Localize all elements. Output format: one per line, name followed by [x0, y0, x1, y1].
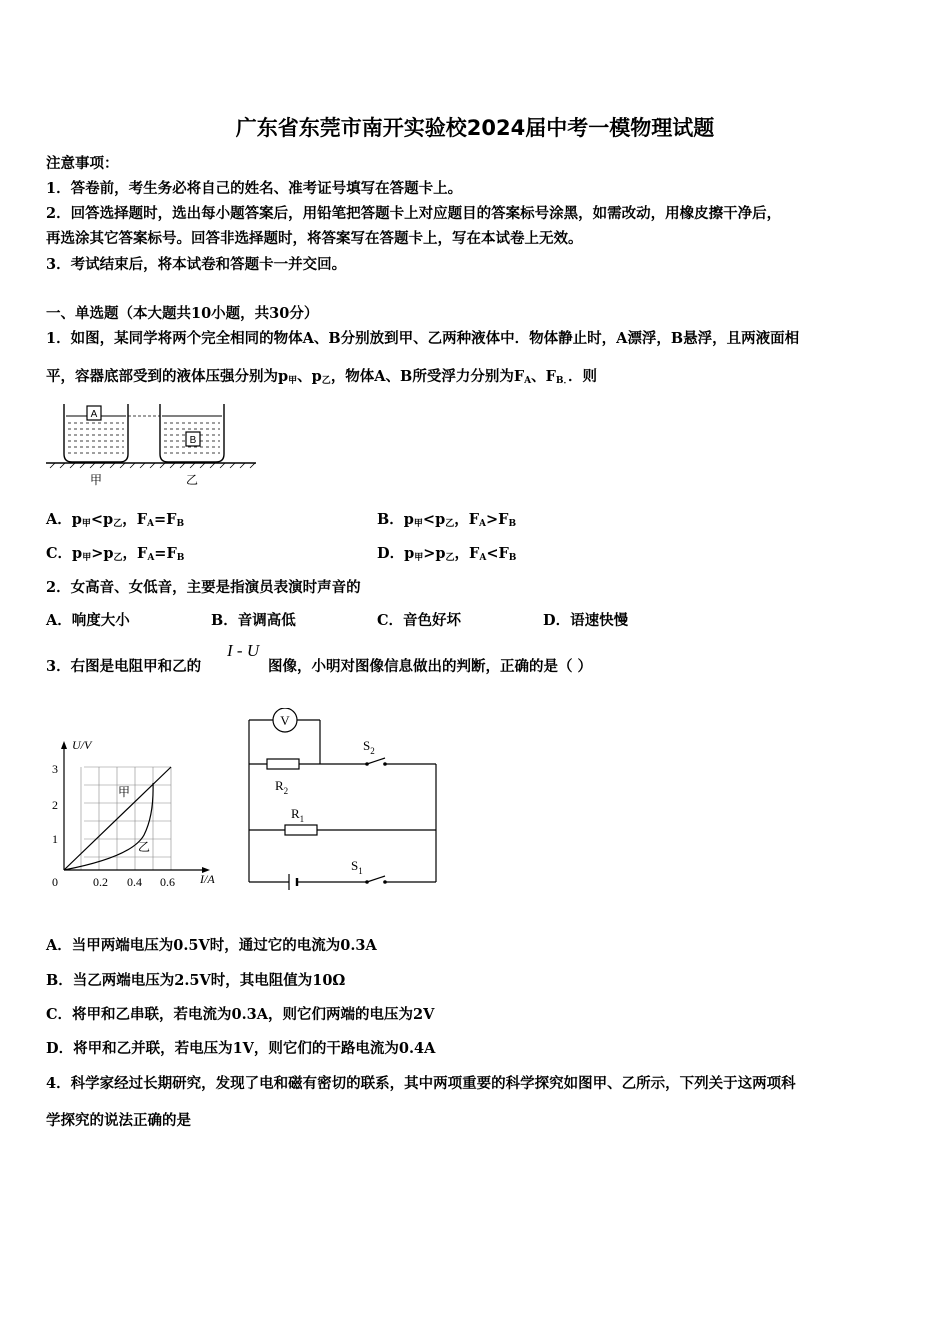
q1-stem-line2: 平，容器底部受到的液体压强分别为$p_甲$、$p_乙$，物体A、B所受浮力分别为$F_A$、$F_{B.}$．则: [46, 368, 598, 386]
q1-figure: [44, 398, 260, 490]
origin-label: 0: [52, 875, 58, 889]
q3-stem-rest: 图像，小明对图像信息做出的判断，正确的是（ ）: [268, 658, 593, 675]
q4-stem-line2: 学探究的说法正确的是: [46, 1112, 191, 1129]
block-a-label: A: [90, 409, 98, 420]
liquid-jia: [68, 423, 124, 453]
q2-option-c: C．音色好坏: [377, 612, 462, 629]
q3-option-d: D．将甲和乙并联，若电压为1V，则它们的干路电流为0.4A: [46, 1040, 436, 1057]
block-b-label: B: [189, 435, 197, 446]
x-axis-label: I/A: [200, 872, 215, 886]
q1-option-d: D．$p_甲>p_乙$，$F_A<F_B$: [377, 545, 517, 563]
q2-option-b: B．音调高低: [211, 612, 296, 629]
curve-yi-label: 乙: [138, 840, 151, 854]
q3-iu-graph: [44, 735, 224, 891]
q1-stem-line1: 1．如图，某同学将两个完全相同的物体A、B分别放到甲、乙两种液体中．物体静止时，A漂浮，B悬浮，且两液面相: [46, 330, 800, 347]
y-tick: 1: [52, 832, 58, 846]
notice-item: 3．考试结束后，将本试卷和答题卡一并交回。: [46, 256, 347, 273]
page-title: 广东省东莞市南开实验校2024届中考一模物理试题: [235, 116, 715, 140]
x-tick: 0.2: [93, 875, 108, 889]
curve-jia-label: 甲: [118, 785, 131, 799]
notice-item: 1．答卷前，考生务必将自己的姓名、准考证号填写在答题卡上。: [46, 180, 463, 197]
label-yi: 乙: [185, 473, 199, 487]
q3-stem: 3．右图是电阻甲和乙的: [46, 658, 202, 675]
q3-option-b: B．当乙两端电压为2.5V时，其电阻值为10Ω: [46, 972, 346, 989]
q3-option-c: C．将甲和乙串联，若电流为0.3A，则它们两端的电压为2V: [46, 1006, 435, 1023]
q3-circuit: [245, 708, 445, 890]
graph-grid: [81, 767, 171, 870]
q2-stem: 2．女高音、女低音，主要是指演员表演时声音的: [46, 579, 361, 596]
notice-item: 2．回答选择题时，选出每小题答案后，用铅笔把答题卡上对应题目的答案标号涂黑，如需改动，用橡皮擦干净后，: [46, 205, 782, 222]
x-tick: 0.4: [127, 875, 142, 889]
q3-option-a: A．当甲两端电压为0.5V时，通过它的电流为0.3A: [46, 937, 377, 954]
voltmeter-label: V: [280, 713, 290, 728]
notice-item: 再选涂其它答案标号。回答非选择题时，将答案写在答题卡上，写在本试卷上无效。: [46, 230, 583, 247]
q3-formula: I - U: [227, 641, 260, 660]
y-axis-label: U/V: [72, 738, 92, 752]
q1-option-a: A．$p_甲<p_乙$，$F_A=F_B$: [46, 511, 185, 529]
r1-label: $R_1$: [291, 806, 305, 824]
r2-label: $R_2$: [275, 778, 289, 796]
q2-option-d: D．语速快慢: [543, 612, 629, 629]
notice-heading: 注意事项：: [46, 155, 119, 172]
q1-option-c: C．$p_甲>p_乙$，$F_A=F_B$: [46, 545, 185, 563]
resistor-r2: [267, 759, 299, 769]
q4-stem-line1: 4．科学家经过长期研究，发现了电和磁有密切的联系，其中两项重要的科学探究如图甲、乙所示，下列关于这两项科: [46, 1075, 796, 1092]
section-heading: 一、单选题（本大题共10小题，共30分）: [46, 305, 319, 322]
q2-option-a: A．响度大小: [46, 612, 130, 629]
y-tick: 3: [52, 762, 58, 776]
q1-option-b: B．$p_甲<p_乙$，$F_A>F_B$: [377, 511, 517, 529]
x-tick: 0.6: [160, 875, 175, 889]
s1-label: $S_1$: [351, 858, 363, 876]
s2-label: $S_2$: [363, 738, 375, 756]
y-tick: 2: [52, 798, 58, 812]
resistor-r1: [285, 825, 317, 835]
label-jia: 甲: [89, 473, 103, 487]
